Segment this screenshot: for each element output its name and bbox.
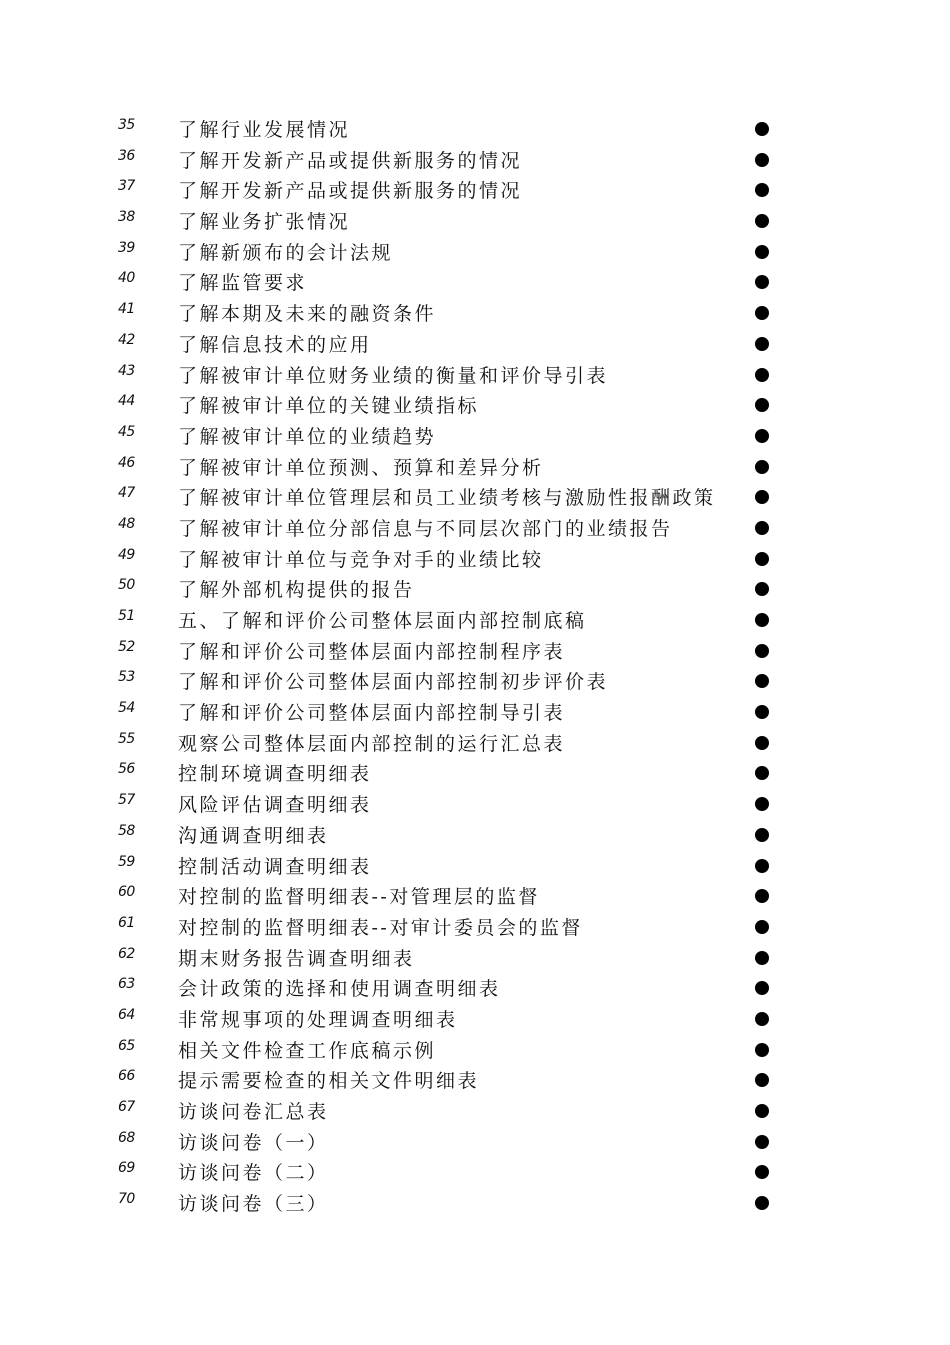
- list-item: [0, 849, 950, 880]
- item-number: 38: [118, 209, 135, 226]
- item-title: 访谈问卷（一）: [178, 1131, 329, 1154]
- item-title: 控制活动调查明细表: [178, 855, 372, 878]
- list-item: [0, 910, 950, 941]
- list-item: [0, 173, 950, 204]
- bullet-dot-icon: [755, 552, 769, 566]
- item-title: 观察公司整体层面内部控制的运行汇总表: [178, 732, 566, 755]
- item-number: 59: [118, 853, 135, 870]
- bullet-dot-icon: [755, 337, 769, 351]
- item-title: 期末财务报告调查明细表: [178, 947, 415, 970]
- list-item: [0, 1002, 950, 1033]
- item-title: 了解被审计单位预测、预算和差异分析: [178, 456, 544, 479]
- list-item: [0, 265, 950, 296]
- item-number: 56: [118, 761, 135, 778]
- list-item: [0, 204, 950, 235]
- item-title: 访谈问卷（三）: [178, 1193, 329, 1216]
- item-title: 了解外部机构提供的报告: [178, 579, 415, 602]
- bullet-dot-icon: [755, 368, 769, 382]
- item-number: 60: [118, 884, 135, 901]
- item-title: 五、了解和评价公司整体层面内部控制底稿: [178, 610, 587, 632]
- list-item: [0, 695, 950, 726]
- item-number: 49: [118, 546, 135, 563]
- bullet-dot-icon: [755, 460, 769, 474]
- list-item: [0, 235, 950, 266]
- list-item: [0, 542, 950, 573]
- bullet-dot-icon: [755, 214, 769, 228]
- item-number: 40: [118, 270, 135, 287]
- item-title: 沟通调查明细表: [178, 824, 329, 847]
- item-title: 了解和评价公司整体层面内部控制初步评价表: [178, 671, 609, 694]
- item-number: 62: [118, 945, 135, 962]
- bullet-dot-icon: [755, 1043, 769, 1057]
- item-title: 了解被审计单位管理层和员工业绩考核与激励性报酬政策: [178, 487, 716, 510]
- bullet-dot-icon: [755, 889, 769, 903]
- item-title: 了解信息技术的应用: [178, 333, 372, 356]
- bullet-dot-icon: [755, 183, 769, 197]
- list-item: [0, 787, 950, 818]
- bullet-dot-icon: [755, 122, 769, 136]
- item-title: 提示需要检查的相关文件明细表: [178, 1070, 480, 1093]
- item-title: 了解被审计单位与竞争对手的业绩比较: [178, 548, 544, 571]
- item-number: 37: [118, 178, 135, 195]
- item-number: 43: [118, 362, 135, 379]
- list-item: [0, 603, 950, 634]
- item-title: 了解被审计单位的关键业绩指标: [178, 395, 480, 418]
- item-number: 70: [118, 1191, 135, 1208]
- item-title: 了解被审计单位分部信息与不同层次部门的业绩报告: [178, 517, 673, 540]
- list-item: [0, 1125, 950, 1156]
- bullet-dot-icon: [755, 859, 769, 873]
- item-title: 了解被审计单位财务业绩的衡量和评价导引表: [178, 364, 609, 387]
- list-item: [0, 1155, 950, 1186]
- bullet-dot-icon: [755, 1196, 769, 1210]
- item-number: 63: [118, 976, 135, 993]
- list-item: [0, 664, 950, 695]
- list-item: [0, 358, 950, 389]
- item-number: 64: [118, 1006, 135, 1023]
- bullet-dot-icon: [755, 429, 769, 443]
- item-number: 51: [118, 608, 135, 624]
- bullet-dot-icon: [755, 644, 769, 658]
- list-item: [0, 112, 950, 143]
- item-title: 了解业务扩张情况: [178, 211, 351, 234]
- bullet-dot-icon: [755, 521, 769, 535]
- bullet-dot-icon: [755, 736, 769, 750]
- bullet-dot-icon: [755, 245, 769, 259]
- item-title: 了解和评价公司整体层面内部控制导引表: [178, 702, 566, 725]
- item-title: 非常规事项的处理调查明细表: [178, 1008, 458, 1031]
- list-item: [0, 419, 950, 450]
- item-number: 50: [118, 577, 135, 594]
- item-title: 了解被审计单位的业绩趋势: [178, 425, 437, 448]
- item-number: 61: [118, 914, 135, 931]
- list-item: [0, 1063, 950, 1094]
- item-number: 67: [118, 1099, 135, 1115]
- item-number: 52: [118, 638, 135, 655]
- list-item: [0, 818, 950, 849]
- list-item: [0, 756, 950, 787]
- bullet-dot-icon: [755, 275, 769, 289]
- list-item: [0, 143, 950, 174]
- item-number: 42: [118, 331, 135, 348]
- item-title: 了解监管要求: [178, 272, 308, 295]
- item-number: 45: [118, 423, 135, 440]
- item-number: 48: [118, 515, 135, 532]
- list-item: [0, 450, 950, 481]
- bullet-dot-icon: [755, 613, 769, 627]
- bullet-dot-icon: [755, 1104, 769, 1118]
- bullet-dot-icon: [755, 1012, 769, 1026]
- item-number: 41: [118, 301, 135, 318]
- list-item: [0, 879, 950, 910]
- item-number: 35: [118, 117, 135, 133]
- list-item: [0, 327, 950, 358]
- bullet-dot-icon: [755, 951, 769, 965]
- item-number: 47: [118, 485, 135, 502]
- bullet-dot-icon: [755, 981, 769, 995]
- bullet-dot-icon: [755, 674, 769, 688]
- bullet-dot-icon: [755, 828, 769, 842]
- bullet-dot-icon: [755, 1073, 769, 1087]
- bullet-dot-icon: [755, 766, 769, 780]
- item-title: 了解开发新产品或提供新服务的情况: [178, 149, 523, 172]
- bullet-dot-icon: [755, 490, 769, 504]
- bullet-dot-icon: [755, 705, 769, 719]
- item-title: 对控制的监督明细表--对管理层的监督: [178, 886, 540, 909]
- item-title: 控制环境调查明细表: [178, 763, 372, 786]
- item-number: 46: [118, 454, 135, 471]
- item-title: 风险评估调查明细表: [178, 794, 372, 817]
- list-item: [0, 971, 950, 1002]
- list-item: [0, 572, 950, 603]
- item-title: 了解行业发展情况: [178, 119, 351, 141]
- item-number: 57: [118, 792, 135, 809]
- item-title: 了解本期及未来的融资条件: [178, 303, 437, 326]
- item-number: 54: [118, 700, 135, 717]
- list-item: [0, 511, 950, 542]
- item-number: 66: [118, 1068, 135, 1085]
- bullet-dot-icon: [755, 1135, 769, 1149]
- item-title: 访谈问卷汇总表: [178, 1101, 329, 1123]
- item-title: 会计政策的选择和使用调查明细表: [178, 978, 501, 1001]
- item-number: 55: [118, 730, 135, 747]
- bullet-dot-icon: [755, 920, 769, 934]
- item-number: 68: [118, 1129, 135, 1146]
- bullet-dot-icon: [755, 797, 769, 811]
- item-list: [0, 112, 950, 1217]
- item-number: 39: [118, 239, 135, 256]
- bullet-dot-icon: [755, 306, 769, 320]
- bullet-dot-icon: [755, 398, 769, 412]
- bullet-dot-icon: [755, 582, 769, 596]
- list-item: [0, 1186, 950, 1217]
- list-item: [0, 296, 950, 327]
- item-number: 65: [118, 1037, 135, 1054]
- item-title: 了解新颁布的会计法规: [178, 241, 394, 264]
- item-title: 对控制的监督明细表--对审计委员会的监督: [178, 916, 583, 939]
- list-item: [0, 1033, 950, 1064]
- item-title: 了解和评价公司整体层面内部控制程序表: [178, 640, 566, 663]
- bullet-dot-icon: [755, 1165, 769, 1179]
- item-title: 相关文件检查工作底稿示例: [178, 1039, 437, 1062]
- item-number: 69: [118, 1160, 135, 1177]
- list-item: [0, 1094, 950, 1125]
- item-title: 了解开发新产品或提供新服务的情况: [178, 180, 523, 203]
- item-number: 53: [118, 669, 135, 686]
- item-number: 58: [118, 822, 135, 839]
- list-item: [0, 726, 950, 757]
- list-item: [0, 388, 950, 419]
- item-title: 访谈问卷（二）: [178, 1162, 329, 1185]
- list-item: [0, 634, 950, 665]
- list-item: [0, 941, 950, 972]
- item-number: 44: [118, 393, 135, 410]
- item-number: 36: [118, 147, 135, 164]
- bullet-dot-icon: [755, 153, 769, 167]
- list-item: [0, 480, 950, 511]
